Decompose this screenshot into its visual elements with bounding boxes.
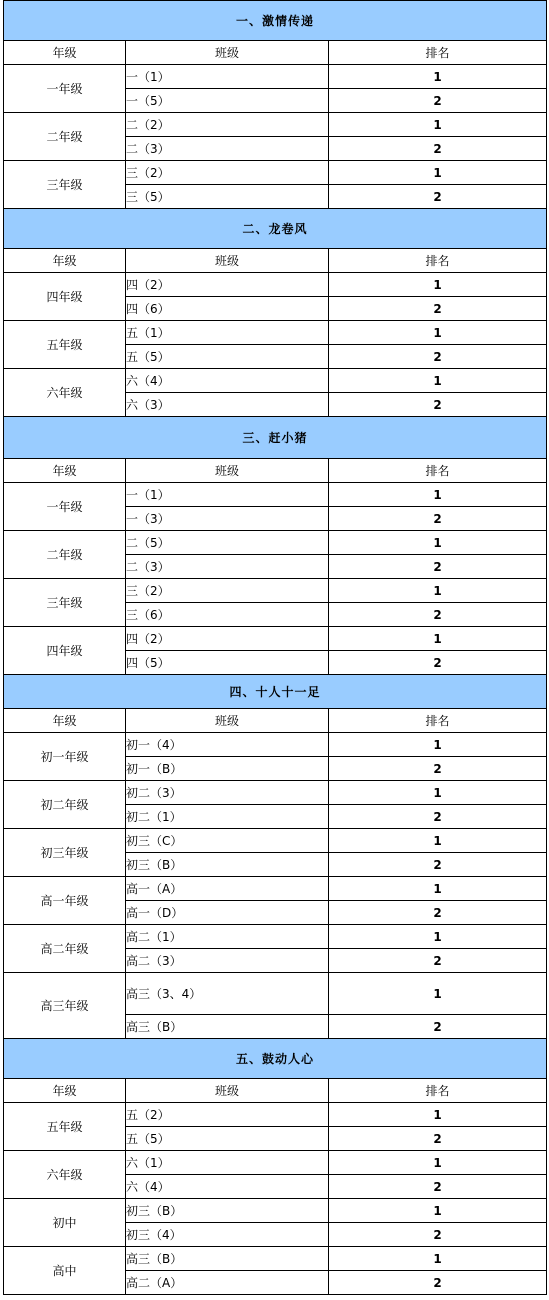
grade-cell[interactable]: 三年级 <box>4 161 126 209</box>
grade-cell[interactable]: 六年级 <box>4 369 126 417</box>
rank-cell[interactable]: 2 <box>329 853 547 877</box>
class-cell[interactable]: 高三（B） <box>126 1247 329 1271</box>
section-title-row <box>4 209 547 249</box>
table-row <box>4 781 547 805</box>
section-title[interactable]: 二、龙卷风 <box>4 209 547 249</box>
class-cell[interactable]: 六（1） <box>126 1151 329 1175</box>
rank-cell[interactable]: 1 <box>329 973 547 1015</box>
grade-cell[interactable]: 初一年级 <box>4 733 126 781</box>
class-cell[interactable]: 五（5） <box>126 345 329 369</box>
rank-cell[interactable]: 2 <box>329 949 547 973</box>
header-grade[interactable]: 年级 <box>4 709 126 733</box>
rank-cell[interactable]: 1 <box>329 113 547 137</box>
rank-cell[interactable]: 2 <box>329 603 547 627</box>
rank-cell[interactable]: 2 <box>329 555 547 579</box>
table-row <box>4 531 547 555</box>
rank-cell[interactable]: 1 <box>329 369 547 393</box>
grade-cell[interactable]: 高中 <box>4 1247 126 1295</box>
table-row <box>4 321 547 345</box>
class-cell[interactable]: 四（6） <box>126 297 329 321</box>
class-cell[interactable]: 一（1） <box>126 65 329 89</box>
section-title-row <box>4 675 547 709</box>
class-cell[interactable]: 初二（3） <box>126 781 329 805</box>
rank-cell[interactable]: 2 <box>329 393 547 417</box>
class-cell[interactable]: 二（5） <box>126 531 329 555</box>
rank-cell[interactable]: 1 <box>329 925 547 949</box>
class-cell[interactable]: 初三（B） <box>126 853 329 877</box>
grade-cell[interactable]: 四年级 <box>4 627 126 675</box>
class-cell[interactable]: 初三（B） <box>126 1199 329 1223</box>
grade-cell[interactable]: 高三年级 <box>4 973 126 1039</box>
rank-cell[interactable]: 1 <box>329 627 547 651</box>
class-cell[interactable]: 三（5） <box>126 185 329 209</box>
rank-cell[interactable]: 2 <box>329 297 547 321</box>
class-cell[interactable]: 初三（4） <box>126 1223 329 1247</box>
grade-cell[interactable]: 四年级 <box>4 273 126 321</box>
grade-cell[interactable]: 五年级 <box>4 321 126 369</box>
class-cell[interactable]: 高一（D） <box>126 901 329 925</box>
table-row <box>4 925 547 949</box>
section-title-row <box>4 417 547 459</box>
grade-cell[interactable]: 高二年级 <box>4 925 126 973</box>
class-cell[interactable]: 初二（1） <box>126 805 329 829</box>
header-grade[interactable]: 年级 <box>4 1079 126 1103</box>
class-cell[interactable]: 一（5） <box>126 89 329 113</box>
grade-cell[interactable]: 六年级 <box>4 1151 126 1199</box>
class-cell[interactable]: 三（6） <box>126 603 329 627</box>
rank-cell[interactable]: 2 <box>329 805 547 829</box>
rank-cell[interactable]: 2 <box>329 1127 547 1151</box>
header-rank[interactable]: 排名 <box>329 1079 547 1103</box>
rank-cell[interactable]: 1 <box>329 483 547 507</box>
table-row <box>4 733 547 757</box>
rank-cell[interactable]: 1 <box>329 1151 547 1175</box>
results-table-body <box>4 1 547 1295</box>
table-row <box>4 113 547 137</box>
column-header-row <box>4 459 547 483</box>
section-title[interactable]: 四、十人十一足 <box>4 675 547 709</box>
class-cell[interactable]: 五（1） <box>126 321 329 345</box>
class-cell[interactable]: 一（3） <box>126 507 329 531</box>
table-row <box>4 483 547 507</box>
class-cell[interactable]: 六（3） <box>126 393 329 417</box>
section-title-row <box>4 1 547 41</box>
grade-cell[interactable]: 五年级 <box>4 1103 126 1151</box>
rank-cell[interactable]: 2 <box>329 507 547 531</box>
class-cell[interactable]: 三（2） <box>126 161 329 185</box>
header-rank[interactable]: 排名 <box>329 709 547 733</box>
rank-cell[interactable]: 1 <box>329 161 547 185</box>
header-class[interactable]: 班级 <box>126 1079 329 1103</box>
class-cell[interactable]: 二（3） <box>126 137 329 161</box>
class-cell[interactable]: 五（5） <box>126 1127 329 1151</box>
header-class[interactable]: 班级 <box>126 41 329 65</box>
table-row <box>4 1103 547 1127</box>
rank-cell[interactable]: 1 <box>329 1247 547 1271</box>
class-cell[interactable]: 高二（3） <box>126 949 329 973</box>
grade-cell[interactable]: 初二年级 <box>4 781 126 829</box>
class-cell[interactable]: 四（2） <box>126 627 329 651</box>
grade-cell[interactable]: 初三年级 <box>4 829 126 877</box>
rank-cell[interactable]: 1 <box>329 829 547 853</box>
class-cell[interactable]: 二（2） <box>126 113 329 137</box>
grade-cell[interactable]: 二年级 <box>4 113 126 161</box>
class-cell[interactable]: 三（2） <box>126 579 329 603</box>
class-cell[interactable]: 初一（4） <box>126 733 329 757</box>
column-header-row <box>4 709 547 733</box>
table-row <box>4 273 547 297</box>
class-cell[interactable]: 高三（B） <box>126 1015 329 1039</box>
section-title-row <box>4 1039 547 1079</box>
table-row <box>4 1151 547 1175</box>
grade-cell[interactable]: 初中 <box>4 1199 126 1247</box>
table-row <box>4 1199 547 1223</box>
header-grade[interactable]: 年级 <box>4 249 126 273</box>
table-row <box>4 1247 547 1271</box>
header-rank[interactable]: 排名 <box>329 41 547 65</box>
header-rank[interactable]: 排名 <box>329 459 547 483</box>
header-grade[interactable]: 年级 <box>4 41 126 65</box>
header-class[interactable]: 班级 <box>126 709 329 733</box>
rank-cell[interactable]: 2 <box>329 345 547 369</box>
rank-cell[interactable]: 1 <box>329 781 547 805</box>
grade-cell[interactable]: 二年级 <box>4 531 126 579</box>
class-cell[interactable]: 四（2） <box>126 273 329 297</box>
rank-cell[interactable]: 1 <box>329 579 547 603</box>
rank-cell[interactable]: 2 <box>329 185 547 209</box>
column-header-row <box>4 41 547 65</box>
class-cell[interactable]: 一（1） <box>126 483 329 507</box>
rank-cell[interactable]: 1 <box>329 65 547 89</box>
rank-cell[interactable]: 1 <box>329 733 547 757</box>
class-cell[interactable]: 四（5） <box>126 651 329 675</box>
class-cell[interactable]: 高二（A） <box>126 1271 329 1295</box>
class-cell[interactable]: 六（4） <box>126 1175 329 1199</box>
table-row <box>4 877 547 901</box>
class-cell[interactable]: 二（3） <box>126 555 329 579</box>
rank-cell[interactable]: 1 <box>329 321 547 345</box>
rank-cell[interactable]: 2 <box>329 651 547 675</box>
column-header-row <box>4 249 547 273</box>
column-header-row <box>4 1079 547 1103</box>
table-row <box>4 65 547 89</box>
section-title[interactable]: 三、赶小猪 <box>4 417 547 459</box>
table-row <box>4 627 547 651</box>
class-cell[interactable]: 高二（1） <box>126 925 329 949</box>
class-cell[interactable]: 高三（3、4） <box>126 973 329 1015</box>
header-grade[interactable]: 年级 <box>4 459 126 483</box>
rank-cell[interactable]: 2 <box>329 1223 547 1247</box>
section-title[interactable]: 一、激情传递 <box>4 1 547 41</box>
grade-cell[interactable]: 一年级 <box>4 65 126 113</box>
header-class[interactable]: 班级 <box>126 249 329 273</box>
header-rank[interactable]: 排名 <box>329 249 547 273</box>
rank-cell[interactable]: 1 <box>329 1199 547 1223</box>
table-row <box>4 161 547 185</box>
results-table <box>3 0 547 1295</box>
rank-cell[interactable]: 2 <box>329 757 547 781</box>
table-row <box>4 579 547 603</box>
class-cell[interactable]: 高一（A） <box>126 877 329 901</box>
grade-cell[interactable]: 高一年级 <box>4 877 126 925</box>
table-row <box>4 829 547 853</box>
rank-cell[interactable]: 2 <box>329 89 547 113</box>
rank-cell[interactable]: 1 <box>329 1103 547 1127</box>
rank-cell[interactable]: 2 <box>329 1271 547 1295</box>
table-row <box>4 973 547 1015</box>
table-row <box>4 369 547 393</box>
grade-cell[interactable]: 三年级 <box>4 579 126 627</box>
rank-cell[interactable]: 1 <box>329 273 547 297</box>
rank-cell[interactable]: 2 <box>329 1015 547 1039</box>
class-cell[interactable]: 五（2） <box>126 1103 329 1127</box>
rank-cell[interactable]: 2 <box>329 1175 547 1199</box>
header-class[interactable]: 班级 <box>126 459 329 483</box>
rank-cell[interactable]: 2 <box>329 901 547 925</box>
rank-cell[interactable]: 1 <box>329 531 547 555</box>
grade-cell[interactable]: 一年级 <box>4 483 126 531</box>
rank-cell[interactable]: 2 <box>329 137 547 161</box>
rank-cell[interactable]: 1 <box>329 877 547 901</box>
section-title[interactable]: 五、鼓动人心 <box>4 1039 547 1079</box>
class-cell[interactable]: 初三（C） <box>126 829 329 853</box>
class-cell[interactable]: 六（4） <box>126 369 329 393</box>
class-cell[interactable]: 初一（B） <box>126 757 329 781</box>
